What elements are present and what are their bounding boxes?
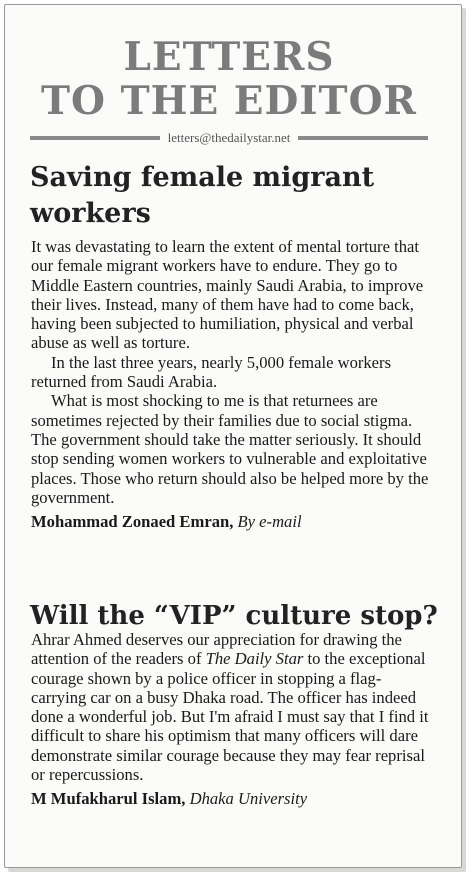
masthead-rule [30,130,428,146]
letter-1-headline: Saving female migrant workers [30,162,375,229]
letter-1-author: Mohammad Zonaed Emran, [31,512,234,532]
letter-2-headline: Will the “VIP” culture stop? [30,601,438,631]
masthead-line-2: TO THE EDITOR [41,78,417,124]
letter-2-signature [31,789,429,808]
letter-2-author: M Mufakharul Islam, [31,789,186,809]
letter-2-paragraph [31,630,429,784]
letter-1-paragraph: What is most shocking to me is that returnees are sometimes rejected by their families due to social stigma. The government should take the matter seriously. It should stop sending women workers to vulnerable and exploitative places. Those who return should also be helped more by the government. [31,391,429,507]
letter-1-paragraph: In the last three years, nearly 5,000 female workers returned from Saudi Arabia. [31,352,392,392]
letter-2-text-before: Ahrar Ahmed deserves our appreciation for drawing the attention of the readers of [31,630,402,669]
letter-1-body [31,237,429,531]
rule-left [30,136,160,140]
publication-name: The Daily Star [205,649,304,669]
rule-right [298,136,428,140]
letter-2-body [31,630,429,809]
letter-1-signature [31,512,429,531]
masthead-line-1: LETTERS [123,34,335,80]
section-masthead [0,34,458,124]
letter-1-paragraph: It was devastating to learn the extent of mental torture that our female migrant workers have to endure. They go to Middle Eastern countries, mainly Saudi Arabia, to improve their lives. Instead, many of them have had to come back, having been subjected to humiliation, physical and verbal abuse as well as torture. [31,237,424,353]
letter-1-affiliation: By e-mail [237,512,302,532]
letter-2-text-after: to the exceptional courage shown by a police officer in stopping a flag-carrying car on a busy Dhaka road. The officer has indeed done a wonderful job. But I'm afraid I must say that I find it difficult to share his optimism that many officers will dare demonstrate similar courage because they may fear reprisal or repercussions. [31,649,429,785]
editor-email: letters@thedailystar.net [167,130,291,145]
letter-2-affiliation: Dhaka University [189,789,308,809]
